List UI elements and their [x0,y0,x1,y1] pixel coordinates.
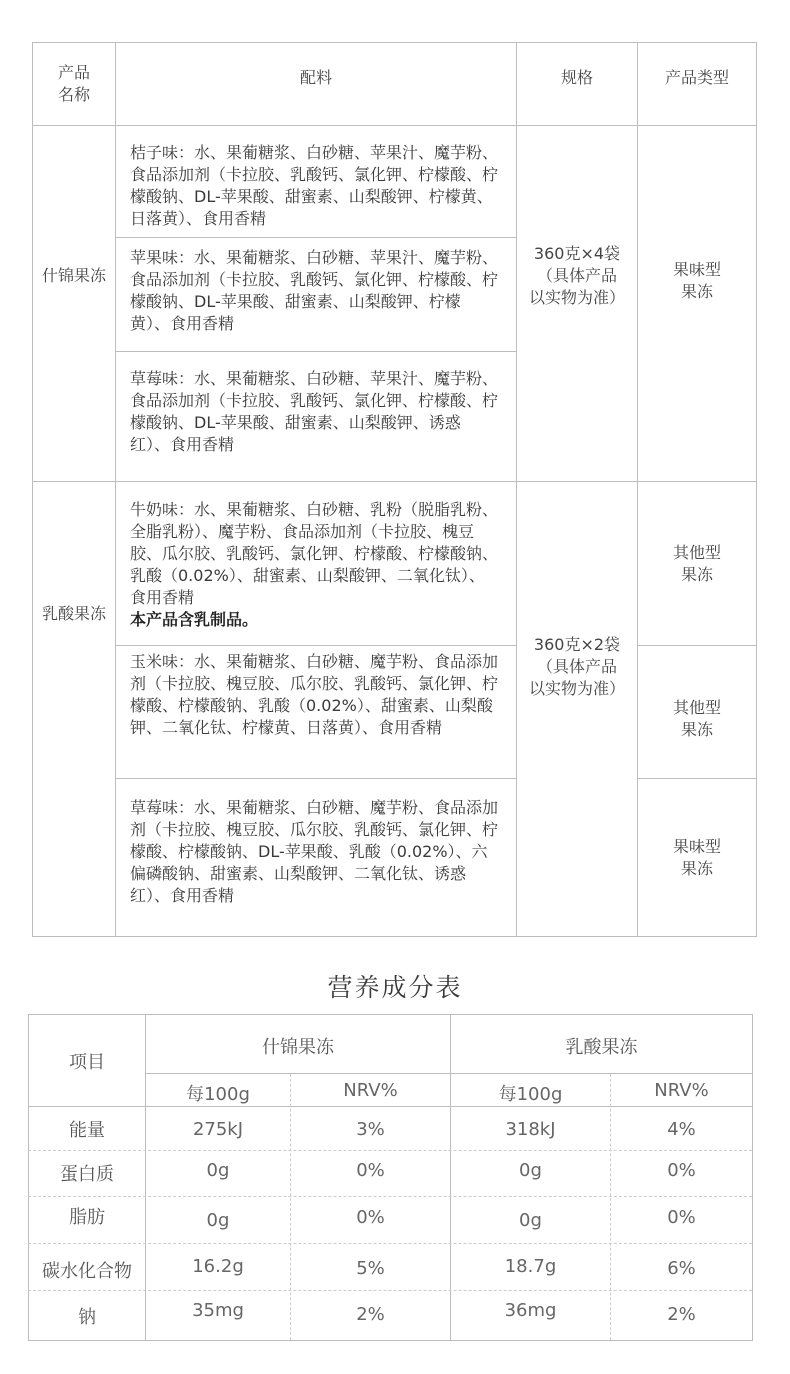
table-cell: 0g [206,1210,230,1231]
ingredient-strawberry: 草莓味：水、果葡糖浆、白砂糖、苹果汁、魔芋粉、食品添加剂（卡拉胶、乳酸钙、氯化钾、柠檬酸、柠檬酸钠、DL-苹果酸、甜蜜素、山梨酸钾、诱惑红）、食用香精 [130,369,499,454]
ingredient-corn: 玉米味：水、果葡糖浆、白砂糖、魔芋粉、食品添加剂（卡拉胶、槐豆胶、瓜尔胶、乳酸钙、氯化钾、柠檬酸、柠檬酸钠、乳酸（0.02%）、甜蜜素、山梨酸钾、二氧化钛、柠檬黄、日落黄）、食用香精 [130,652,499,737]
table-cell: 0% [356,1207,385,1228]
row-label-fat: 脂肪 [69,1207,105,1228]
type-corn: 其他型 果冻 [672,698,721,739]
subheader-per100g-1: 每100g [186,1084,250,1105]
row-label-protein: 蛋白质 [60,1164,114,1185]
table-cell: 5% [356,1258,385,1279]
ingredient-milk [130,499,500,631]
ingredient-orange: 桔子味：水、果葡糖浆、白砂糖、苹果汁、魔芋粉、食品添加剂（卡拉胶、乳酸钙、氯化钾、柠檬酸、柠檬酸钠、DL-苹果酸、甜蜜素、山梨酸钾、柠檬黄、日落黄）、食用香精 [130,143,499,228]
header-spec: 规格 [560,68,593,87]
table-cell: 0% [667,1207,696,1228]
subheader-nrv-1: NRV% [343,1080,398,1101]
table-cell: 4% [667,1119,696,1140]
table-cell: 318kJ [505,1119,556,1140]
table-cell: 6% [667,1258,696,1279]
header-type: 产品类型 [664,68,729,87]
table-cell: 0% [667,1160,696,1181]
spec-lactic: 360克×2袋 （具体产品 以实物为准） [528,635,625,698]
table-cell: 0g [519,1210,542,1231]
nutrition-item-header: 项目 [69,1052,105,1073]
ingredient-milk-text: 牛奶味：水、果葡糖浆、白砂糖、乳粉（脱脂乳粉、全脂乳粉）、魔芋粉、食品添加剂（卡拉胶、槐豆胶、瓜尔胶、乳酸钙、氯化钾、柠檬酸、柠檬酸钠、乳酸（0.02%）、甜蜜素、山梨酸钾、二氧化钛）、食用香精 [130,500,499,607]
row-label-carbohydrate: 碳水化合物 [42,1261,132,1282]
header-product-name: 产品 名称 [57,63,90,104]
subheader-per100g-2: 每100g [498,1084,563,1105]
product-name-lactic: 乳酸果冻 [41,604,106,623]
type-strawberry-lactic: 果味型 果冻 [672,837,721,878]
table-cell: 0% [356,1160,385,1181]
table-cell: 18.7g [504,1256,557,1277]
type-milk: 其他型 果冻 [672,542,721,584]
subheader-nrv-2: NRV% [654,1080,709,1101]
nutrition-product-lactic: 乳酸果冻 [565,1037,638,1058]
header-ingredients: 配料 [299,68,332,87]
product-name-assorted: 什锦果冻 [41,266,106,285]
spec-assorted: 360克×4袋 （具体产品 以实物为准） [528,244,625,307]
nutrition-title: 营养成分表 [327,973,463,1002]
row-label-sodium: 钠 [78,1307,96,1328]
table-cell: 36mg [504,1300,557,1321]
row-label-energy: 能量 [69,1120,105,1141]
type-assorted: 果味型 果冻 [672,260,721,301]
table-cell: 16.2g [192,1256,244,1277]
dairy-note: 本产品含乳制品。 [130,610,259,629]
table-cell: 35mg [192,1300,244,1321]
table-cell: 3% [356,1119,385,1140]
nutrition-product-assorted: 什锦果冻 [262,1037,334,1058]
ingredient-apple: 苹果味：水、果葡糖浆、白砂糖、苹果汁、魔芋粉、食品添加剂（卡拉胶、乳酸钙、氯化钾、柠檬酸、柠檬酸钠、DL-苹果酸、甜蜜素、山梨酸钾、柠檬黄）、食用香精 [130,248,499,333]
table-cell: 275kJ [192,1119,244,1140]
table-cell: 0g [519,1160,542,1181]
table-cell: 0g [206,1160,230,1181]
ingredient-strawberry-lactic: 草莓味：水、果葡糖浆、白砂糖、魔芋粉、食品添加剂（卡拉胶、槐豆胶、瓜尔胶、乳酸钙、氯化钾、柠檬酸、柠檬酸钠、DL-苹果酸、乳酸（0.02%）、六偏磷酸钠、甜蜜素、山梨酸钾、二氧化钛、诱惑红）、食用香精 [130,798,499,905]
table-cell: 2% [667,1304,696,1325]
table-cell: 2% [356,1304,385,1325]
